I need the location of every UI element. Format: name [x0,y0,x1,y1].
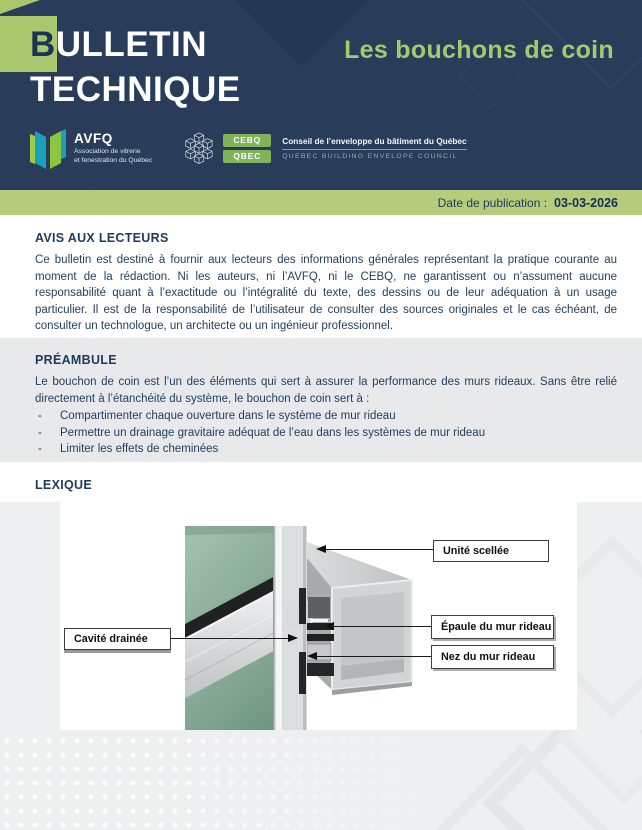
preambule-list [35,408,617,458]
avfq-text [74,131,152,165]
footer-pattern [0,730,642,830]
cebq-badges [223,134,271,163]
title-rest: ULLETIN [55,25,208,64]
arrowhead-icon [316,545,326,553]
bullet-marker: - [38,443,42,455]
publication-date-bar [0,190,642,215]
avfq-desc-line1: Association de vitrerie [74,148,141,155]
logo-row [30,127,467,169]
cebq-badge: CEBQ [223,134,271,147]
avfq-name: AVFQ [74,131,113,146]
publication-date-value: 03-03-2026 [554,195,618,210]
corner-triangle [0,0,40,14]
bullet-text: Permettre un drainage gravitaire adéquat de l’eau dans les systèmes de mur rideau [60,426,486,439]
label-unite-scellee: Unité scellée [433,540,549,562]
list-item [35,425,617,442]
avfq-book-icon [30,127,66,169]
title-initial: B [30,25,56,64]
cebq-name-en: QUEBEC BUILDING ENVELOPE COUNCIL [282,153,458,160]
section-preambule [0,338,642,462]
avis-body: Ce bulletin est destiné à fournir aux lecteurs des informations générales représentant la pratique courante au moment de la rédaction. Ni les auteurs, ni l’AVFQ, ni le CEBQ, ne garantissent ou n’assument aucune responsabilité quant à l’exactitude ou l’intégralité du texte, des dessins ou de leur adéquation à un usage particulier. Il est de la responsabilité de l’utilisateur de consulter des sources originales et le cas échéant, de consulter un technologue, un architecte ou un ingénieur professionnel. [35,254,617,332]
label-epaule-mur-rideau: Épaule du mur rideau [431,615,554,639]
label-nez-mur-rideau: Nez du mur rideau [431,645,554,669]
bulletin-subject: Les bouchons de coin [344,36,614,64]
arrowhead-icon [307,652,317,660]
qbec-badge: QBEC [223,150,271,163]
bullet-marker: - [38,410,42,422]
arrowhead-icon [324,622,334,630]
dots-fade [0,730,480,830]
connector-line [326,549,433,550]
list-item [35,441,617,458]
avfq-desc [74,148,152,165]
bullet-marker: - [38,426,42,439]
avfq-logo [30,127,152,169]
connector-line [334,626,431,627]
title-line-2: TECHNIQUE [30,70,241,109]
cebq-name-fr: Conseil de l’enveloppe du bâtiment du Québec [282,136,466,150]
arrowhead-icon [288,634,298,642]
bullet-text: Compartimenter chaque ouverture dans le système de mur rideau [60,410,396,422]
lexique-zone [0,502,642,830]
page-title [30,22,241,112]
publication-date-label: Date de publication : [437,195,548,210]
title-line-1 [30,22,241,67]
preambule-body: Le bouchon de coin est l’un des éléments qui sert à assurer la performance des murs rideaux. Sans être relié directement à l’étanchéité du système, le bouchon de coin sert à : [35,376,617,405]
cebq-text [282,136,466,160]
avfq-desc-line2: et fenestration du Québec [74,156,153,164]
connector-line [171,638,289,639]
bullet-text: Limiter les effets de cheminées [60,443,219,455]
preambule-heading: PRÉAMBULE [35,353,117,367]
label-cavite-drainee: Cavité drainée [64,628,171,650]
cebq-cube-icon [182,131,216,165]
header-banner [0,0,642,190]
connector-line [317,656,431,657]
list-item [35,408,617,425]
avis-heading: AVIS AUX LECTEURS [35,231,169,245]
cebq-logo [182,131,466,165]
lexique-heading: LEXIQUE [35,478,92,492]
section-avis [35,231,617,335]
